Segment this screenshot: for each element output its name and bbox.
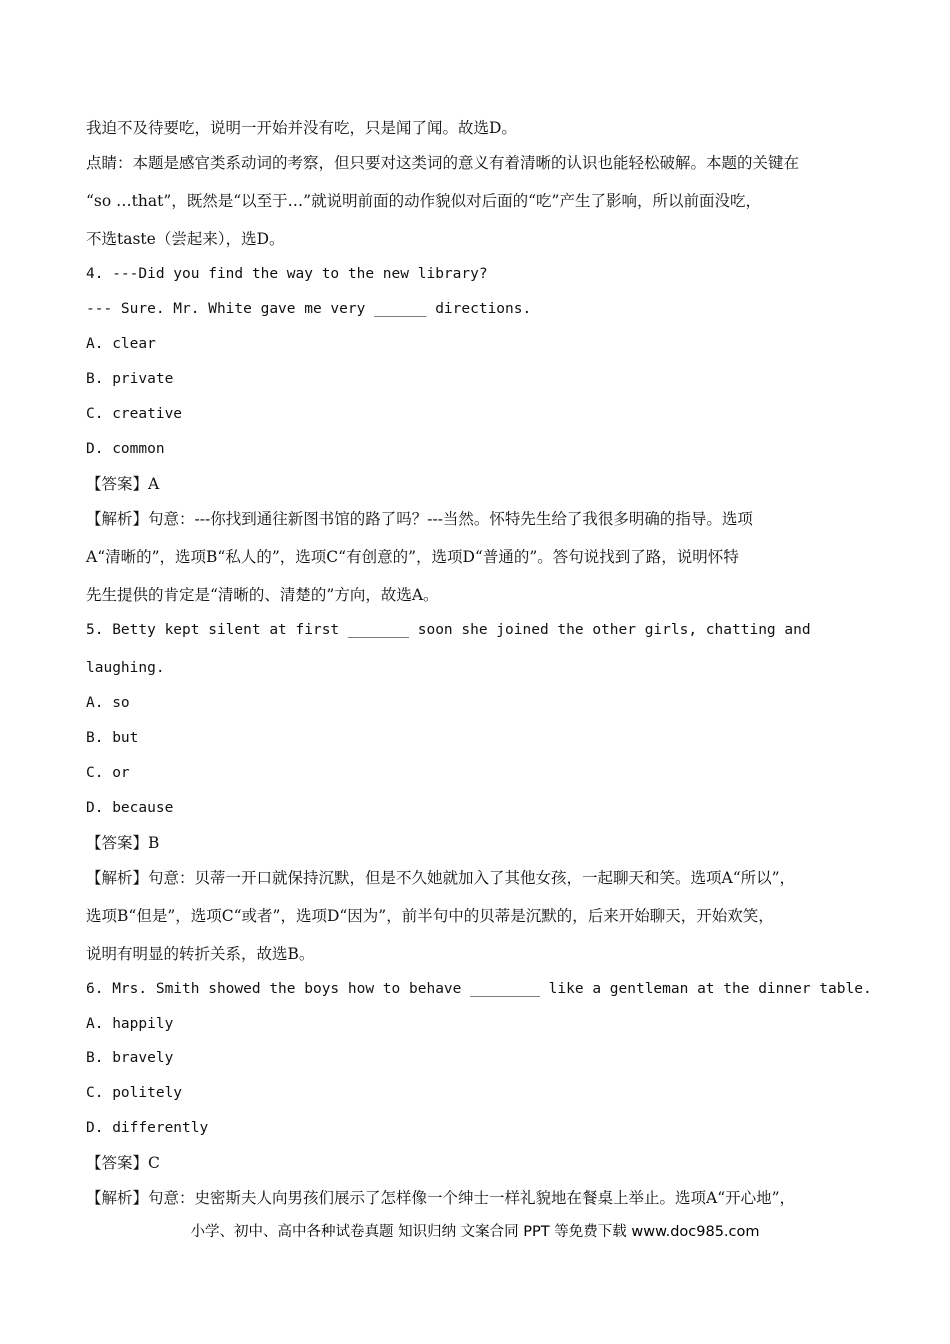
option-b: B. bravely xyxy=(86,1050,174,1066)
text-line: 点睛：本题是感官类系动词的考察，但只要对这类词的意义有着清晰的认识也能轻松破解。本题的关键在 xyxy=(86,154,800,172)
answer-label: 【答案】B xyxy=(86,834,160,852)
question-6-stem: 6. Mrs. Smith showed the boys how to behave ________ like a gentleman at the dinner table. xyxy=(86,981,872,997)
option-a: A. happily xyxy=(86,1016,174,1032)
analysis-line: 先生提供的肯定是“清晰的、清楚的”方向，故选A。 xyxy=(86,586,439,604)
analysis-line: A“清晰的”，选项B“私人的”，选项C“有创意的”，选项D“普通的”。答句说找到了路，说明怀特 xyxy=(86,548,739,566)
question-5-stem-cont: laughing. xyxy=(86,660,165,676)
analysis-line: 【解析】句意：贝蒂一开口就保持沉默，但是不久她就加入了其他女孩，一起聊天和笑。选项A“所以”， xyxy=(86,869,796,887)
option-c: C. creative xyxy=(86,406,183,422)
option-d: D. differently xyxy=(86,1120,209,1136)
answer-label: 【答案】C xyxy=(86,1154,160,1172)
text-line: 我迫不及待要吃，说明一开始并没有吃，只是闻了闻。故选D。 xyxy=(86,119,517,137)
question-4-stem: 4. ---Did you find the way to the new library? xyxy=(86,266,488,282)
question-5-stem: 5. Betty kept silent at first _______ soon she joined the other girls, chatting and xyxy=(86,622,811,638)
option-c: C. or xyxy=(86,765,130,781)
option-a: A. so xyxy=(86,695,130,711)
answer-label: 【答案】A xyxy=(86,475,160,493)
option-b: B. private xyxy=(86,371,174,387)
analysis-line: 【解析】句意：史密斯夫人向男孩们展示了怎样像一个绅士一样礼貌地在餐桌上举止。选项A“开心地”， xyxy=(86,1189,796,1207)
question-4-response: --- Sure. Mr. White gave me very ______ directions. xyxy=(86,301,532,317)
option-d: D. because xyxy=(86,800,174,816)
text-line: 不选taste（尝起来），选D。 xyxy=(86,230,285,248)
analysis-line: 说明有明显的转折关系，故选B。 xyxy=(86,945,315,963)
page-footer: 小学、初中、高中各种试卷真题 知识归纳 文案合同 PPT 等免费下载 www.doc985.com xyxy=(190,1224,760,1240)
analysis-line: 选项B“但是”，选项C“或者”，选项D“因为”，前半句中的贝蒂是沉默的，后来开始聊天，开始欢笑， xyxy=(86,907,774,925)
option-a: A. clear xyxy=(86,336,156,352)
option-b: B. but xyxy=(86,730,139,746)
text-line: “so …that”，既然是“以至于…”就说明前面的动作貌似对后面的“吃”产生了影响，所以前面没吃， xyxy=(86,192,761,210)
option-d: D. common xyxy=(86,441,165,457)
analysis-line: 【解析】句意：---你找到通往新图书馆的路了吗？---当然。怀特先生给了我很多明确的指导。选项 xyxy=(86,510,753,528)
option-c: C. politely xyxy=(86,1085,183,1101)
